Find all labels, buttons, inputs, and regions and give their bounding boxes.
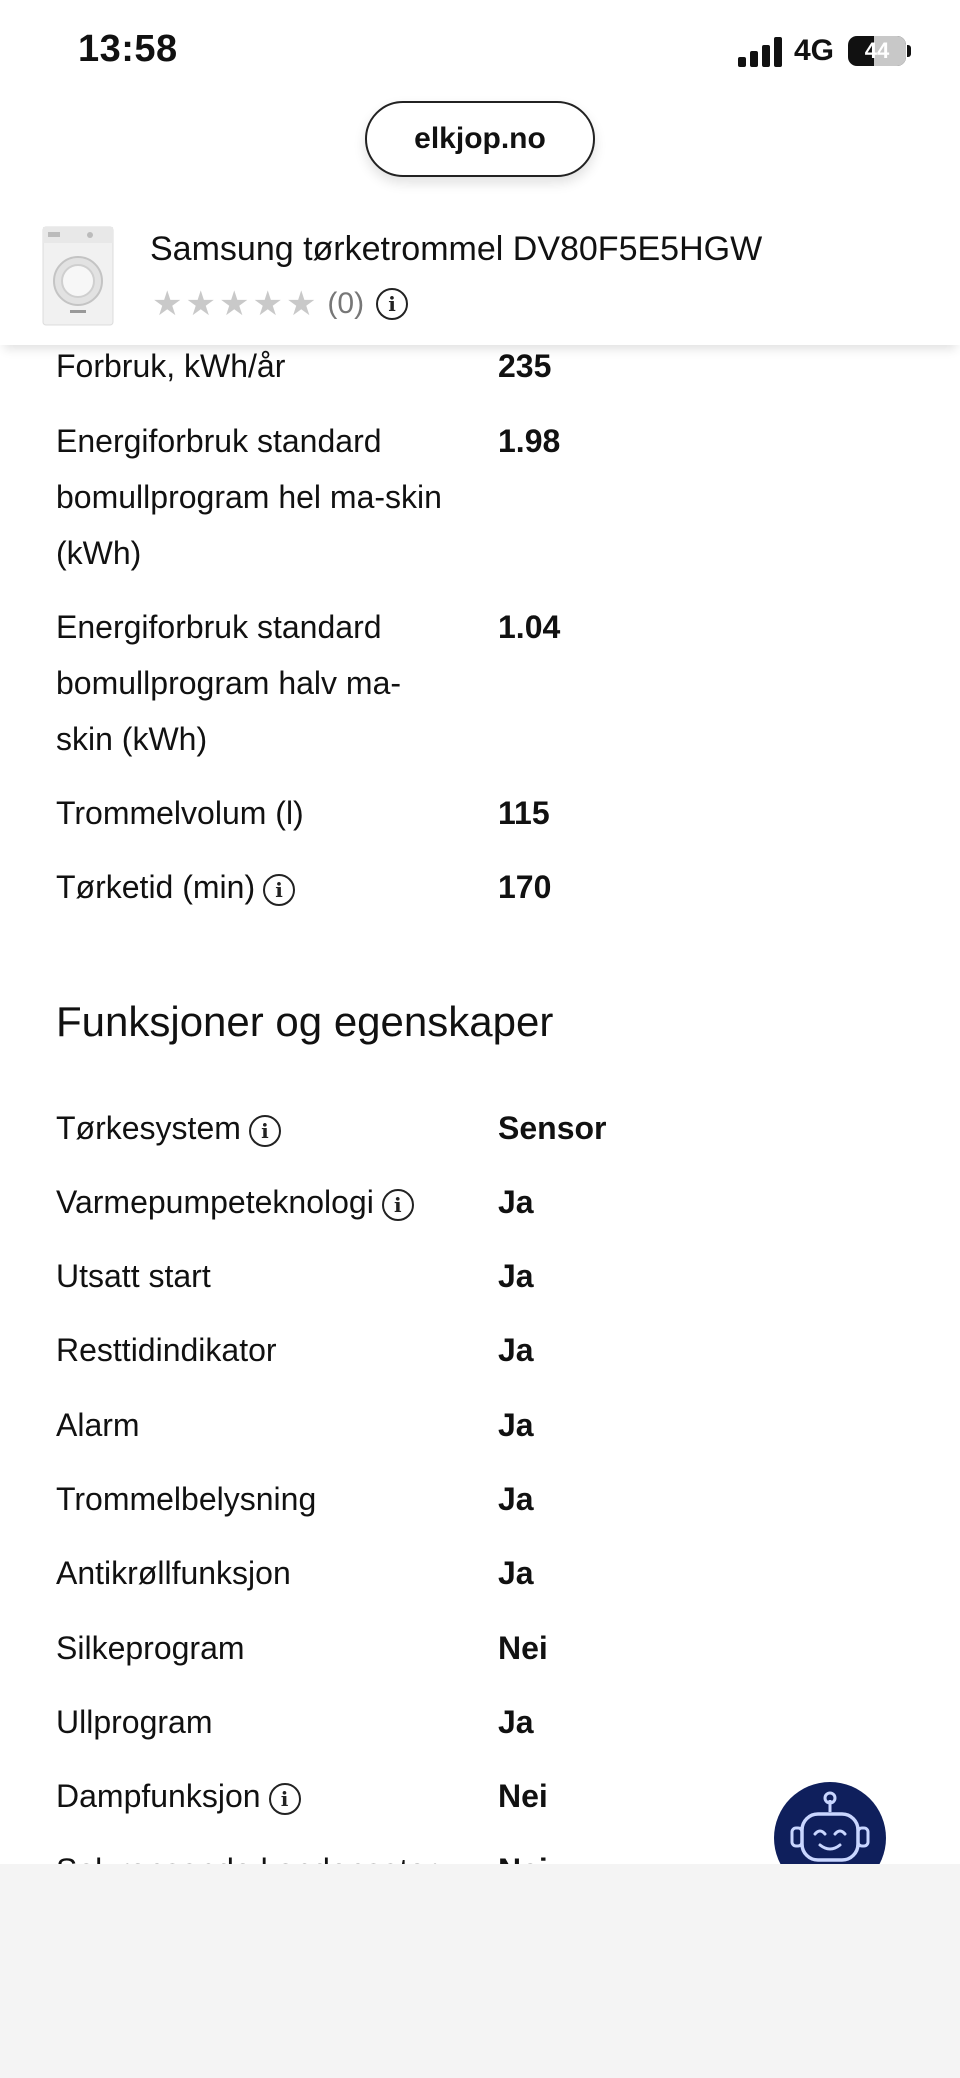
spec-value: Ja	[498, 1481, 534, 1517]
spec-label	[56, 1174, 446, 1230]
url-bar[interactable]: elkjop.no	[365, 101, 595, 177]
star-icon: ★	[285, 285, 317, 323]
product-thumbnail[interactable]	[42, 226, 114, 326]
info-icon[interactable]: i	[263, 874, 295, 906]
product-header	[0, 200, 960, 345]
spec-value: Sensor	[498, 1110, 607, 1146]
star-icon: ★	[185, 285, 216, 323]
spec-label: Trommelbelysning	[56, 1481, 317, 1517]
spec-value: 235	[498, 348, 552, 384]
browser-bottom-area	[0, 1864, 960, 2078]
spec-value: Ja	[498, 1555, 534, 1591]
spec-label: Trommelvolum (l)	[56, 795, 304, 831]
spec-value: Ja	[498, 1704, 534, 1740]
section-heading: Funksjoner og egenskaper	[56, 998, 554, 1045]
spec-label	[56, 1100, 446, 1156]
spec-value: Nei	[498, 1778, 548, 1814]
star-icon: ★	[218, 285, 250, 323]
spec-label: Resttidindikator	[56, 1332, 277, 1368]
spec-value: 115	[498, 795, 550, 831]
spec-value: Nei	[498, 1630, 548, 1666]
spec-label: Utsatt start	[56, 1258, 211, 1294]
spec-value: Ja	[498, 1332, 534, 1368]
network-type: 4G	[794, 34, 835, 67]
star-icon: ★	[152, 285, 183, 323]
battery-level: 44	[864, 38, 890, 63]
spec-label-text: Tørkesystem	[56, 1110, 241, 1146]
spec-value: 1.98	[498, 423, 561, 459]
spec-label: Silkeprogram	[56, 1630, 245, 1666]
spec-label-text: Dampfunksjon	[56, 1778, 261, 1814]
spec-label	[56, 1768, 446, 1824]
cellular-signal-icon	[738, 37, 782, 67]
spec-value: Ja	[498, 1258, 534, 1294]
spec-label: Energiforbruk standard bomullprogram halv ma-skin (kWh)	[56, 609, 402, 757]
battery-icon	[848, 36, 906, 66]
spec-label: Ullprogram	[56, 1704, 213, 1740]
info-icon[interactable]: i	[249, 1115, 281, 1147]
spec-label	[56, 859, 446, 915]
spec-value: Ja	[498, 1407, 534, 1443]
spec-value: Ja	[498, 1184, 534, 1220]
spec-label: Forbruk, kWh/år	[56, 348, 286, 384]
status-bar	[0, 0, 960, 100]
review-count: (0)	[327, 287, 365, 320]
spec-label-text: Varmepumpeteknologi	[56, 1184, 374, 1220]
info-icon[interactable]: i	[376, 288, 408, 320]
star-icon: ★	[252, 285, 283, 323]
spec-value: 170	[498, 869, 552, 905]
spec-value: 1.04	[498, 609, 561, 645]
product-title: Samsung tørketrommel DV80F5E5HGW	[150, 230, 763, 268]
info-icon[interactable]: i	[269, 1783, 301, 1815]
spec-label-text: Tørketid (min)	[56, 869, 256, 905]
spec-label: Alarm	[56, 1407, 140, 1443]
rating-row[interactable]	[152, 284, 408, 324]
info-icon[interactable]: i	[382, 1189, 414, 1221]
spec-label: Antikrøllfunksjon	[56, 1555, 291, 1591]
spec-label: Energiforbruk standard bomullprogram hel ma-skin (kWh)	[56, 423, 442, 571]
status-time: 13:58	[78, 28, 178, 70]
